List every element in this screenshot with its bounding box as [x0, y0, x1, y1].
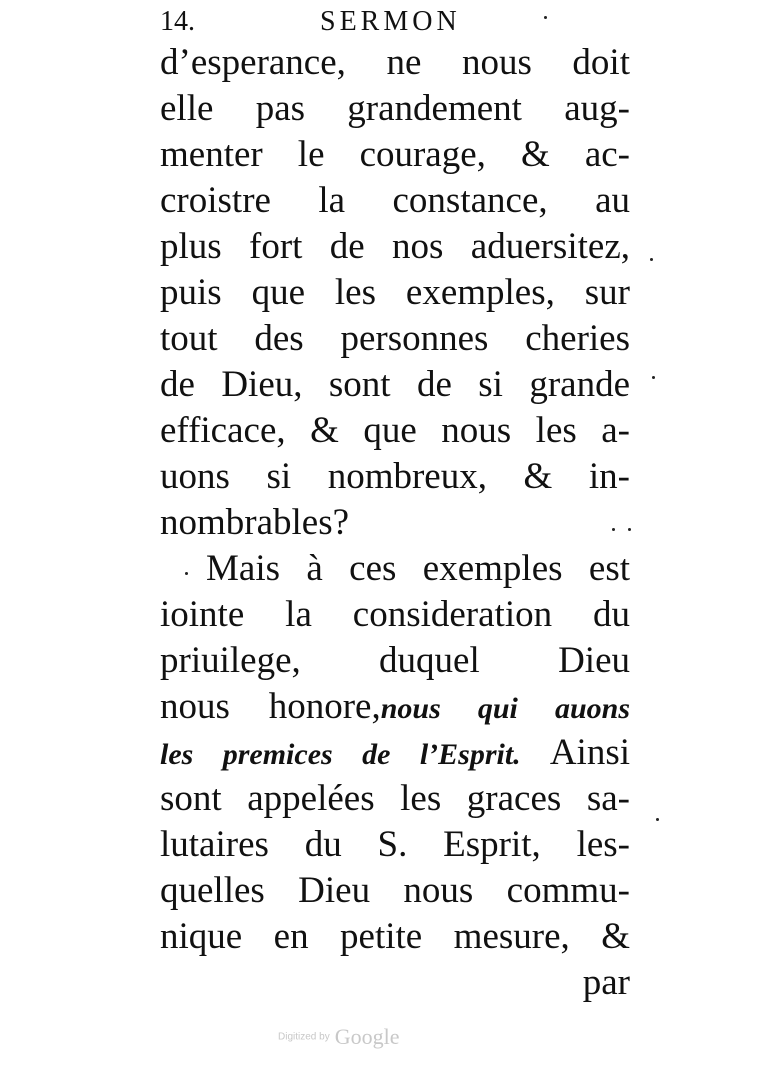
text-line: nique en petite mesure, & — [160, 916, 630, 957]
text-line: priuilege, duquel Dieu — [160, 640, 630, 681]
ink-speck — [628, 528, 631, 531]
paragraph-start-line: Mais à ces exemples est — [206, 548, 630, 589]
text-line: d’esperance, ne nous doit — [160, 42, 630, 83]
catchword: par — [582, 962, 630, 1003]
text-line: nombrables? — [160, 502, 350, 543]
ink-speck — [650, 258, 653, 261]
running-head: SERMON — [320, 6, 461, 37]
text-fragment: nous honore, — [160, 686, 381, 727]
text-line: de Dieu, sont de si grande — [160, 364, 630, 405]
text-line: iointe la consideration du — [160, 594, 630, 635]
italic-quote-fragment: les premices de l’Esprit. — [160, 738, 521, 771]
text-line-mixed — [160, 684, 630, 730]
ink-speck — [652, 376, 655, 379]
page-number: 14. — [160, 6, 195, 37]
italic-quote-fragment: nous qui auons — [380, 692, 630, 725]
text-line: plus fort de nos aduersitez, — [160, 226, 630, 267]
text-line: menter le courage, & ac- — [160, 134, 630, 175]
digitized-watermark — [278, 1024, 478, 1054]
text-line: tout des personnes cheries — [160, 318, 630, 359]
text-line: uons si nombreux, & in- — [160, 456, 630, 497]
text-line: sont appelées les graces sa- — [160, 778, 630, 819]
text-line: croistre la constance, au — [160, 180, 630, 221]
text-line-mixed — [160, 730, 630, 776]
text-line: efficace, & que nous les a- — [160, 410, 630, 451]
text-line: puis que les exemples, sur — [160, 272, 630, 313]
ink-speck — [544, 16, 547, 19]
body-text — [160, 40, 630, 1006]
text-fragment: Ainsi — [549, 732, 630, 773]
digitized-by-label: Digitized by — [278, 1031, 330, 1043]
ink-speck — [612, 528, 615, 531]
ink-speck — [656, 818, 659, 821]
text-line: elle pas grandement aug- — [160, 88, 630, 129]
text-line: lutaires du S. Esprit, les- — [160, 824, 630, 865]
text-line: quelles Dieu nous commu- — [160, 870, 630, 911]
google-logo: Google — [334, 1024, 400, 1049]
ink-speck — [185, 572, 188, 575]
page-header — [150, 2, 630, 42]
